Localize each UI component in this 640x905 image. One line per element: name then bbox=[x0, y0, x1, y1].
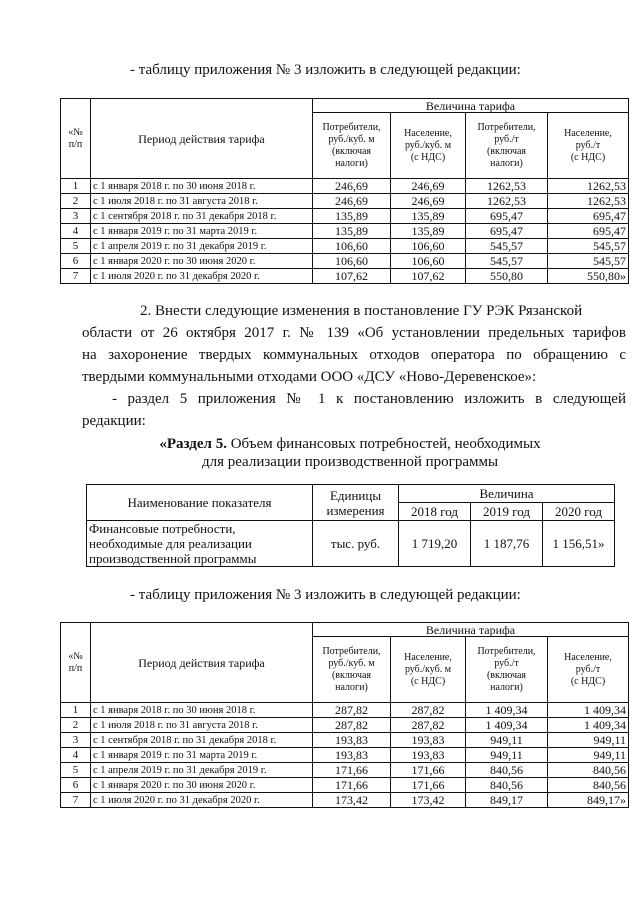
row-value-population-t: 849,17» bbox=[548, 793, 629, 808]
table-row bbox=[61, 748, 629, 763]
table-row bbox=[61, 179, 629, 194]
row-value-population-t: 1 409,34 bbox=[548, 718, 629, 733]
row-value-population-m3: 193,83 bbox=[391, 733, 466, 748]
row-number: 7 bbox=[61, 269, 91, 284]
header-value-group: Величина тарифа bbox=[313, 623, 629, 637]
row-value-consumers-m3: 135,89 bbox=[313, 209, 391, 224]
row-period: с 1 сентября 2018 г. по 31 декабря 2018 г. bbox=[91, 733, 313, 748]
row-period: с 1 апреля 2019 г. по 31 декабря 2019 г. bbox=[91, 763, 313, 778]
row-period: с 1 января 2018 г. по 30 июня 2018 г. bbox=[91, 179, 313, 194]
paragraph-line-5: - раздел 5 приложения № 1 к постановлению изложить в следующей bbox=[112, 391, 626, 407]
finance-row-unit: тыс. руб. bbox=[313, 521, 399, 567]
row-value-consumers-t: 949,11 bbox=[466, 748, 548, 763]
section-title bbox=[100, 436, 600, 453]
row-value-population-t: 695,47 bbox=[548, 209, 629, 224]
row-number: 4 bbox=[61, 748, 91, 763]
table-row bbox=[61, 269, 629, 284]
finance-year-2019: 2019 год bbox=[471, 503, 543, 521]
row-number: 2 bbox=[61, 194, 91, 209]
finance-header-unit: Единицы измерения bbox=[313, 485, 399, 521]
row-value-population-t: 949,11 bbox=[548, 748, 629, 763]
finance-year-2018: 2018 год bbox=[399, 503, 471, 521]
table-row bbox=[61, 254, 629, 269]
row-period: с 1 января 2020 г. по 30 июня 2020 г. bbox=[91, 254, 313, 269]
row-value-population-m3: 107,62 bbox=[391, 269, 466, 284]
header-col4: Население, руб./т (с НДС) bbox=[548, 113, 629, 179]
table-row bbox=[61, 778, 629, 793]
row-value-consumers-m3: 287,82 bbox=[313, 718, 391, 733]
table-row bbox=[61, 239, 629, 254]
row-period: с 1 января 2019 г. по 31 марта 2019 г. bbox=[91, 224, 313, 239]
row-value-consumers-t: 695,47 bbox=[466, 209, 548, 224]
row-number: 5 bbox=[61, 239, 91, 254]
row-value-consumers-t: 949,11 bbox=[466, 733, 548, 748]
row-value-consumers-t: 545,57 bbox=[466, 254, 548, 269]
paragraph-line-1: 2. Внести следующие изменения в постановление ГУ РЭК Рязанской bbox=[140, 303, 583, 319]
row-value-population-m3: 106,60 bbox=[391, 239, 466, 254]
row-period: с 1 января 2018 г. по 30 июня 2018 г. bbox=[91, 703, 313, 718]
row-number: 1 bbox=[61, 703, 91, 718]
finance-row-value-2019: 1 187,76 bbox=[471, 521, 543, 567]
row-value-consumers-t: 550,80 bbox=[466, 269, 548, 284]
row-number: 4 bbox=[61, 224, 91, 239]
row-value-population-m3: 135,89 bbox=[391, 224, 466, 239]
row-number: 1 bbox=[61, 179, 91, 194]
table-row bbox=[61, 763, 629, 778]
row-value-consumers-t: 840,56 bbox=[466, 778, 548, 793]
row-value-population-m3: 106,60 bbox=[391, 254, 466, 269]
row-value-consumers-m3: 193,83 bbox=[313, 748, 391, 763]
row-value-consumers-m3: 106,60 bbox=[313, 254, 391, 269]
row-value-consumers-m3: 135,89 bbox=[313, 224, 391, 239]
row-value-consumers-t: 1262,53 bbox=[466, 179, 548, 194]
header-num: «№ п/п bbox=[61, 623, 91, 703]
row-value-population-m3: 171,66 bbox=[391, 763, 466, 778]
finance-row-value-2020: 1 156,51» bbox=[543, 521, 615, 567]
row-period: с 1 июля 2020 г. по 31 декабря 2020 г. bbox=[91, 793, 313, 808]
row-value-consumers-m3: 246,69 bbox=[313, 179, 391, 194]
header-value-group: Величина тарифа bbox=[313, 99, 629, 113]
row-value-population-t: 550,80» bbox=[548, 269, 629, 284]
header-col1: Потребители, руб./куб. м (включая налоги) bbox=[313, 113, 391, 179]
finance-year-2020: 2020 год bbox=[543, 503, 615, 521]
intro-line-1: - таблицу приложения № 3 изложить в следующей редакции: bbox=[130, 62, 521, 78]
row-number: 7 bbox=[61, 793, 91, 808]
row-value-population-m3: 287,82 bbox=[391, 718, 466, 733]
row-value-population-t: 840,56 bbox=[548, 763, 629, 778]
header-col3: Потребители, руб./т (включая налоги) bbox=[466, 113, 548, 179]
finance-table bbox=[86, 484, 615, 567]
table-row bbox=[61, 224, 629, 239]
table-row bbox=[61, 718, 629, 733]
row-value-consumers-t: 695,47 bbox=[466, 224, 548, 239]
paragraph-line-2: области от 26 октября 2017 г. № 139 «Об установлении предельных тарифов bbox=[82, 325, 626, 341]
row-period: с 1 июля 2018 г. по 31 августа 2018 г. bbox=[91, 718, 313, 733]
paragraph-line-3: на захоронение твердых коммунальных отходов оператора по обращению с bbox=[82, 347, 626, 363]
header-num: «№ п/п bbox=[61, 99, 91, 179]
row-value-consumers-m3: 107,62 bbox=[313, 269, 391, 284]
row-number: 3 bbox=[61, 733, 91, 748]
row-value-population-t: 545,57 bbox=[548, 239, 629, 254]
row-value-consumers-m3: 246,69 bbox=[313, 194, 391, 209]
tariff-table-3 bbox=[60, 622, 629, 808]
header-period: Период действия тарифа bbox=[91, 99, 313, 179]
row-period: с 1 июля 2020 г. по 31 декабря 2020 г. bbox=[91, 269, 313, 284]
table-row bbox=[61, 733, 629, 748]
finance-header-value: Величина bbox=[399, 485, 615, 503]
section-title-rest: Объем финансовых потребностей, необходимых bbox=[226, 436, 541, 452]
row-number: 6 bbox=[61, 778, 91, 793]
paragraph-line-6: редакции: bbox=[82, 413, 146, 429]
row-value-consumers-m3: 171,66 bbox=[313, 763, 391, 778]
row-value-consumers-m3: 193,83 bbox=[313, 733, 391, 748]
row-number: 6 bbox=[61, 254, 91, 269]
row-value-consumers-t: 1 409,34 bbox=[466, 718, 548, 733]
row-value-population-t: 949,11 bbox=[548, 733, 629, 748]
row-value-population-m3: 246,69 bbox=[391, 179, 466, 194]
paragraph-line-4: твердыми коммунальными отходами ООО «ДСУ «Ново-Деревенское»: bbox=[82, 369, 537, 385]
row-value-population-m3: 171,66 bbox=[391, 778, 466, 793]
finance-row-value-2018: 1 719,20 bbox=[399, 521, 471, 567]
row-value-consumers-m3: 287,82 bbox=[313, 703, 391, 718]
row-value-consumers-t: 545,57 bbox=[466, 239, 548, 254]
row-number: 2 bbox=[61, 718, 91, 733]
row-value-population-m3: 173,42 bbox=[391, 793, 466, 808]
row-value-population-t: 840,56 bbox=[548, 778, 629, 793]
intro-line-2: - таблицу приложения № 3 изложить в следующей редакции: bbox=[130, 587, 521, 603]
row-number: 5 bbox=[61, 763, 91, 778]
row-value-population-t: 1262,53 bbox=[548, 179, 629, 194]
finance-header-name: Наименование показателя bbox=[87, 485, 313, 521]
row-value-population-t: 695,47 bbox=[548, 224, 629, 239]
row-value-population-m3: 246,69 bbox=[391, 194, 466, 209]
row-value-consumers-m3: 171,66 bbox=[313, 778, 391, 793]
tariff-table-1 bbox=[60, 98, 629, 284]
row-value-consumers-t: 1262,53 bbox=[466, 194, 548, 209]
table-row bbox=[61, 194, 629, 209]
header-col2: Население, руб./куб. м (с НДС) bbox=[391, 637, 466, 703]
table-row bbox=[61, 793, 629, 808]
header-col4: Население, руб./т (с НДС) bbox=[548, 637, 629, 703]
row-value-consumers-m3: 106,60 bbox=[313, 239, 391, 254]
header-col1: Потребители, руб./куб. м (включая налоги) bbox=[313, 637, 391, 703]
row-value-population-t: 545,57 bbox=[548, 254, 629, 269]
row-value-population-m3: 287,82 bbox=[391, 703, 466, 718]
row-value-consumers-t: 840,56 bbox=[466, 763, 548, 778]
row-period: с 1 января 2020 г. по 30 июня 2020 г. bbox=[91, 778, 313, 793]
row-value-population-m3: 135,89 bbox=[391, 209, 466, 224]
row-period: с 1 января 2019 г. по 31 марта 2019 г. bbox=[91, 748, 313, 763]
header-period: Период действия тарифа bbox=[91, 623, 313, 703]
header-col3: Потребители, руб./т (включая налоги) bbox=[466, 637, 548, 703]
table-row bbox=[61, 209, 629, 224]
row-value-consumers-m3: 173,42 bbox=[313, 793, 391, 808]
section-title-bold: «Раздел 5. bbox=[159, 436, 227, 452]
section-title-line2: для реализации производственной программы bbox=[201, 454, 499, 470]
row-value-population-m3: 193,83 bbox=[391, 748, 466, 763]
row-value-population-t: 1262,53 bbox=[548, 194, 629, 209]
table-row bbox=[61, 703, 629, 718]
row-value-consumers-t: 849,17 bbox=[466, 793, 548, 808]
row-value-population-t: 1 409,34 bbox=[548, 703, 629, 718]
finance-row-name: Финансовые потребности, необходимые для реализации производственной программы bbox=[87, 521, 313, 567]
row-period: с 1 июля 2018 г. по 31 августа 2018 г. bbox=[91, 194, 313, 209]
row-period: с 1 апреля 2019 г. по 31 декабря 2019 г. bbox=[91, 239, 313, 254]
row-number: 3 bbox=[61, 209, 91, 224]
row-value-consumers-t: 1 409,34 bbox=[466, 703, 548, 718]
header-col2: Население, руб./куб. м (с НДС) bbox=[391, 113, 466, 179]
row-period: с 1 сентября 2018 г. по 31 декабря 2018 г. bbox=[91, 209, 313, 224]
